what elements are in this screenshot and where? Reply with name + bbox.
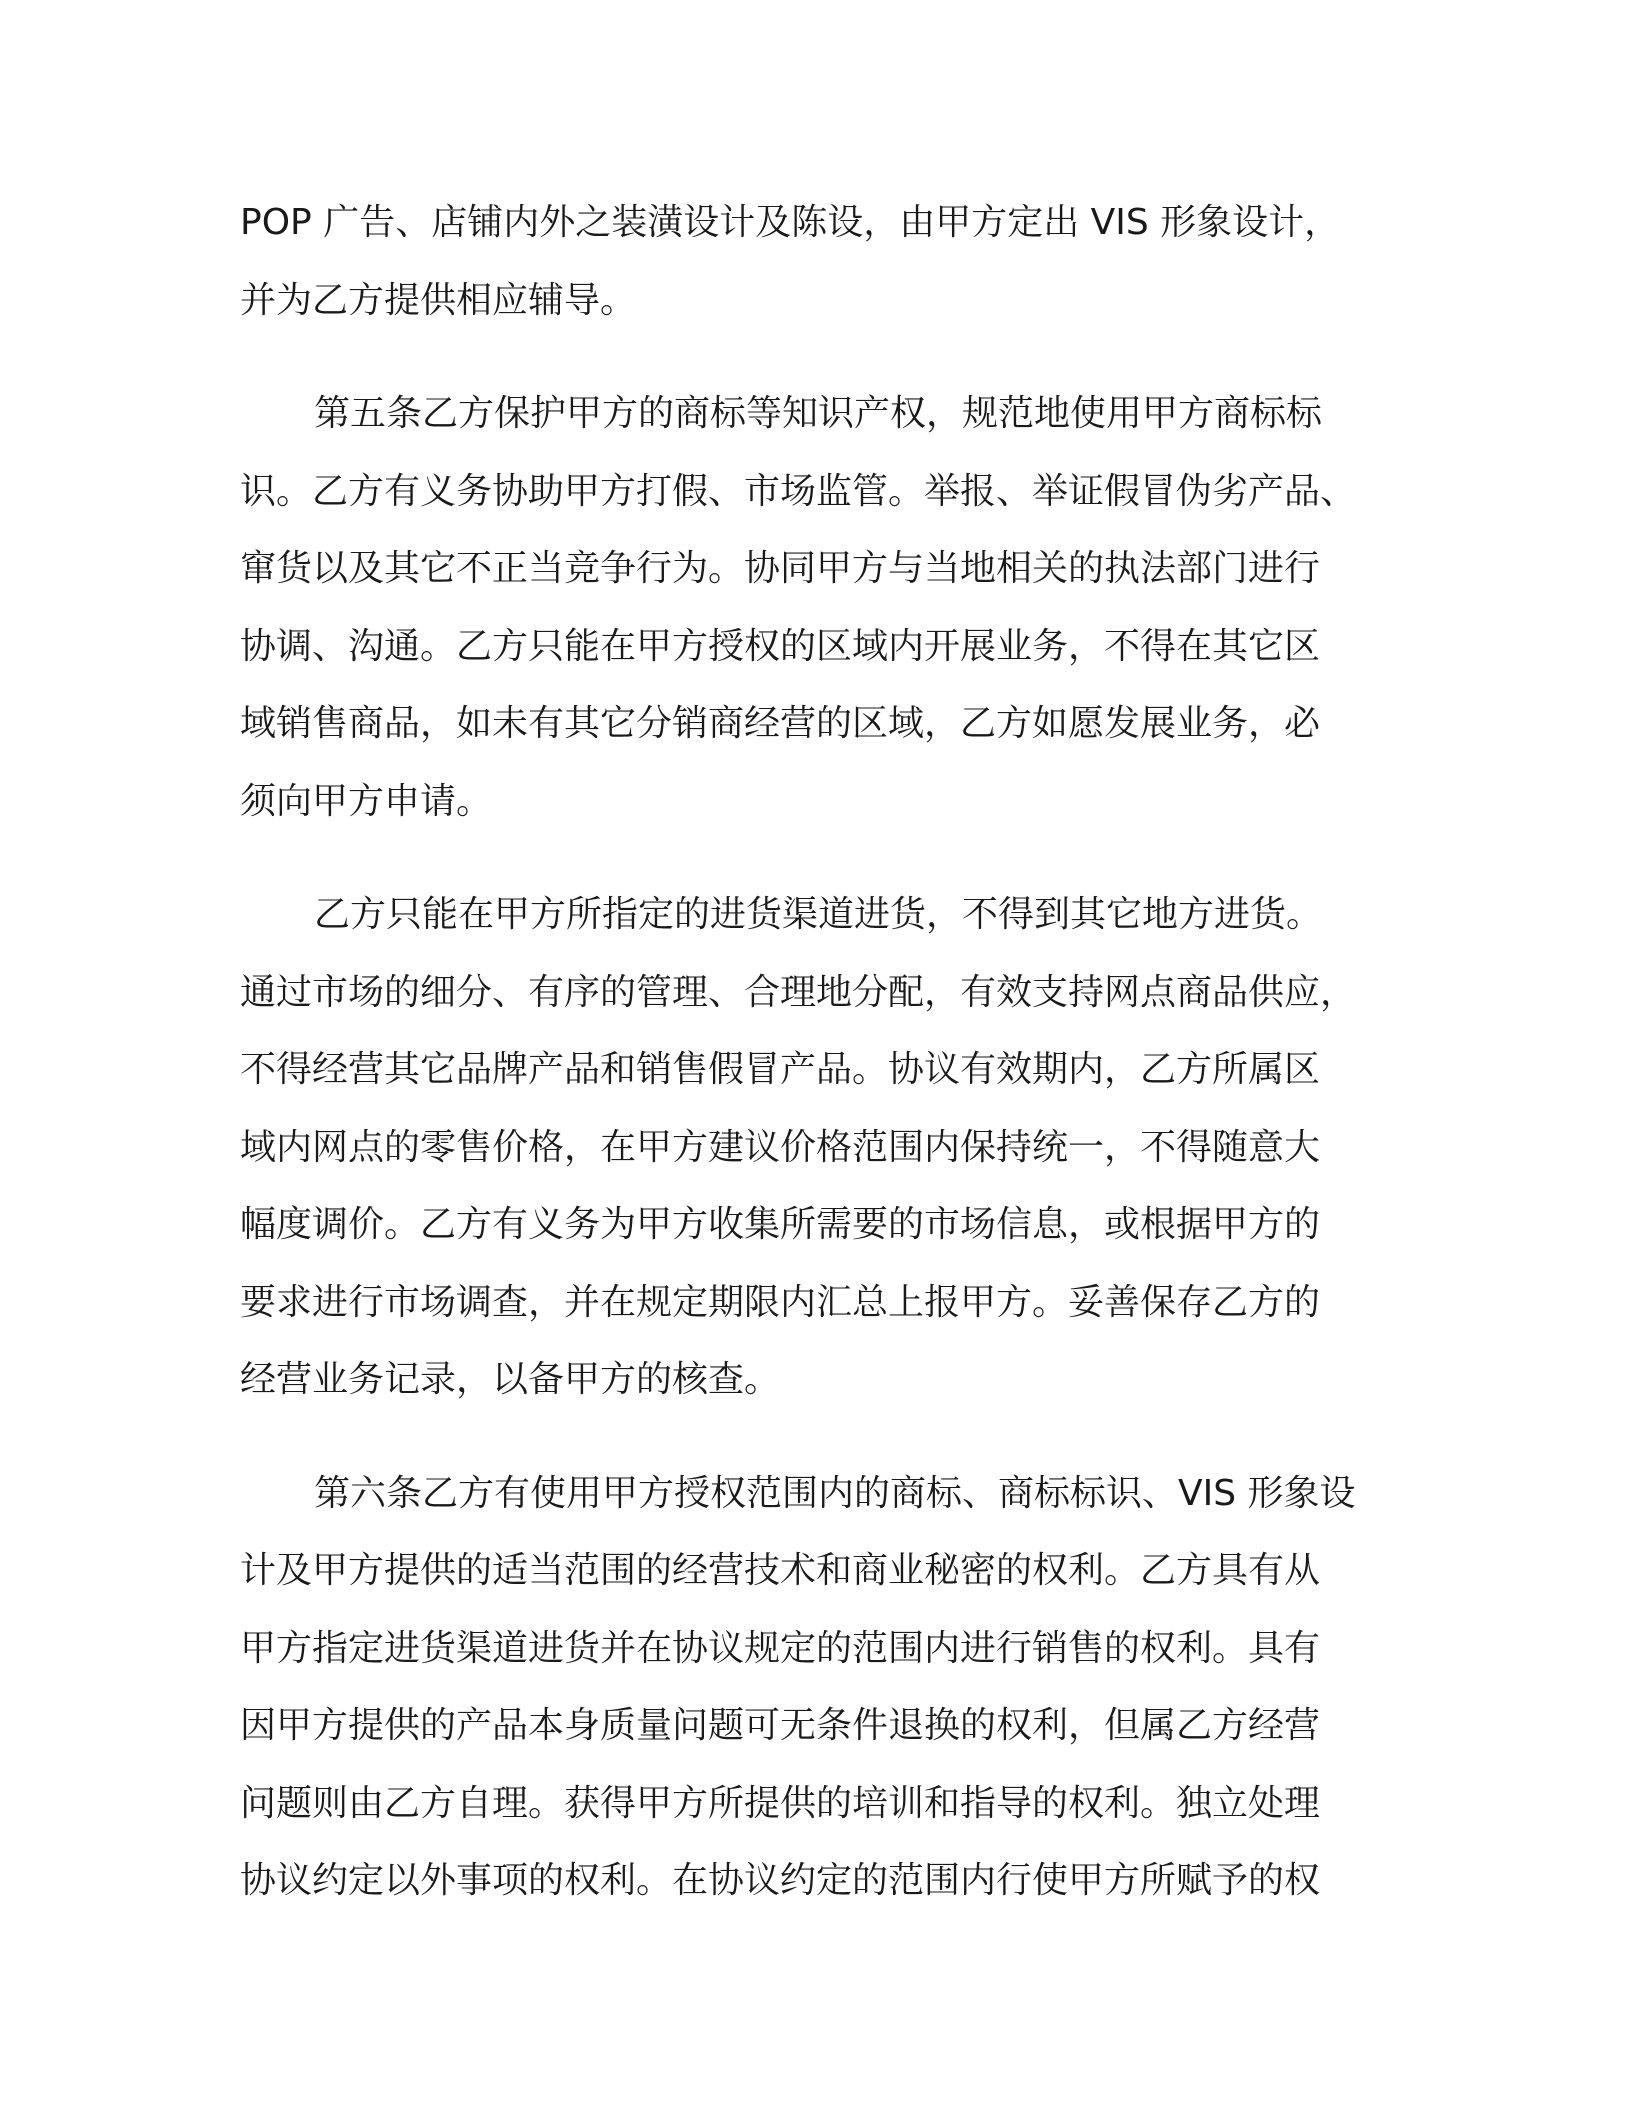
- text-line: 甲方指定进货渠道进货并在协议规定的范围内进行销售的权利。具有: [240, 1627, 1321, 1669]
- text-line: 问题则由乙方自理。获得甲方所提供的培训和指导的权利。独立处理: [240, 1782, 1321, 1824]
- paragraph: [240, 1455, 1390, 1920]
- paragraph-gap: [240, 840, 1390, 876]
- text-line: 计及甲方提供的适当范围的经营技术和商业秘密的权利。乙方具有从: [240, 1550, 1321, 1591]
- text-line: 域内网点的零售价格，在甲方建议价格范围内保持统一，不得随意大: [240, 1126, 1321, 1168]
- paragraph-gap: [240, 339, 1390, 375]
- paragraph: [240, 184, 1390, 339]
- text-line: 不得经营其它品牌产品和销售假冒产品。协议有效期内，乙方所属区: [240, 1049, 1321, 1090]
- text-line: 第五条乙方保护甲方的商标等知识产权，规范地使用甲方商标标: [314, 393, 1323, 434]
- text-line: POP 广告、店铺内外之装潢设计及陈设，由甲方定出 VIS 形象设计，: [240, 202, 1341, 243]
- text-line: 窜货以及其它不正当竞争行为。协同甲方与当地相关的执法部门进行: [240, 548, 1321, 589]
- text-line: 通过市场的细分、有序的管理、合理地分配，有效支持网点商品供应，: [240, 971, 1357, 1013]
- text-line: 因甲方提供的产品本身质量问题可无条件退换的权利，但属乙方经营: [240, 1705, 1321, 1746]
- text-line: 经营业务记录，以备甲方的核查。: [240, 1359, 781, 1400]
- text-line: 协调、沟通。乙方只能在甲方授权的区域内开展业务，不得在其它区: [240, 625, 1321, 667]
- text-line: 乙方只能在甲方所指定的进货渠道进货，不得到其它地方进货。: [314, 894, 1323, 935]
- text-line: 幅度调价。乙方有义务为甲方收集所需要的市场信息，或根据甲方的: [240, 1204, 1321, 1245]
- text-line: 第六条乙方有使用甲方授权范围内的商标、商标标识、VIS 形象设: [314, 1472, 1356, 1514]
- text-line: 须向甲方申请。: [240, 780, 493, 822]
- text-line: 识。乙方有义务协助甲方打假、市场监管。举报、举证假冒伪劣产品、: [240, 470, 1357, 512]
- document-body: [240, 184, 1390, 1920]
- paragraph-gap: [240, 1419, 1390, 1455]
- text-line: 要求进行市场调查，并在规定期限内汇总上报甲方。妥善保存乙方的: [240, 1281, 1321, 1323]
- text-line: 协议约定以外事项的权利。在协议约定的范围内行使甲方所赋予的权: [240, 1860, 1321, 1901]
- paragraph: [240, 375, 1390, 840]
- text-line: 域销售商品，如未有其它分销商经营的区域，乙方如愿发展业务，必: [240, 703, 1321, 744]
- text-line: 并为乙方提供相应辅导。: [240, 279, 637, 321]
- paragraph: [240, 876, 1390, 1419]
